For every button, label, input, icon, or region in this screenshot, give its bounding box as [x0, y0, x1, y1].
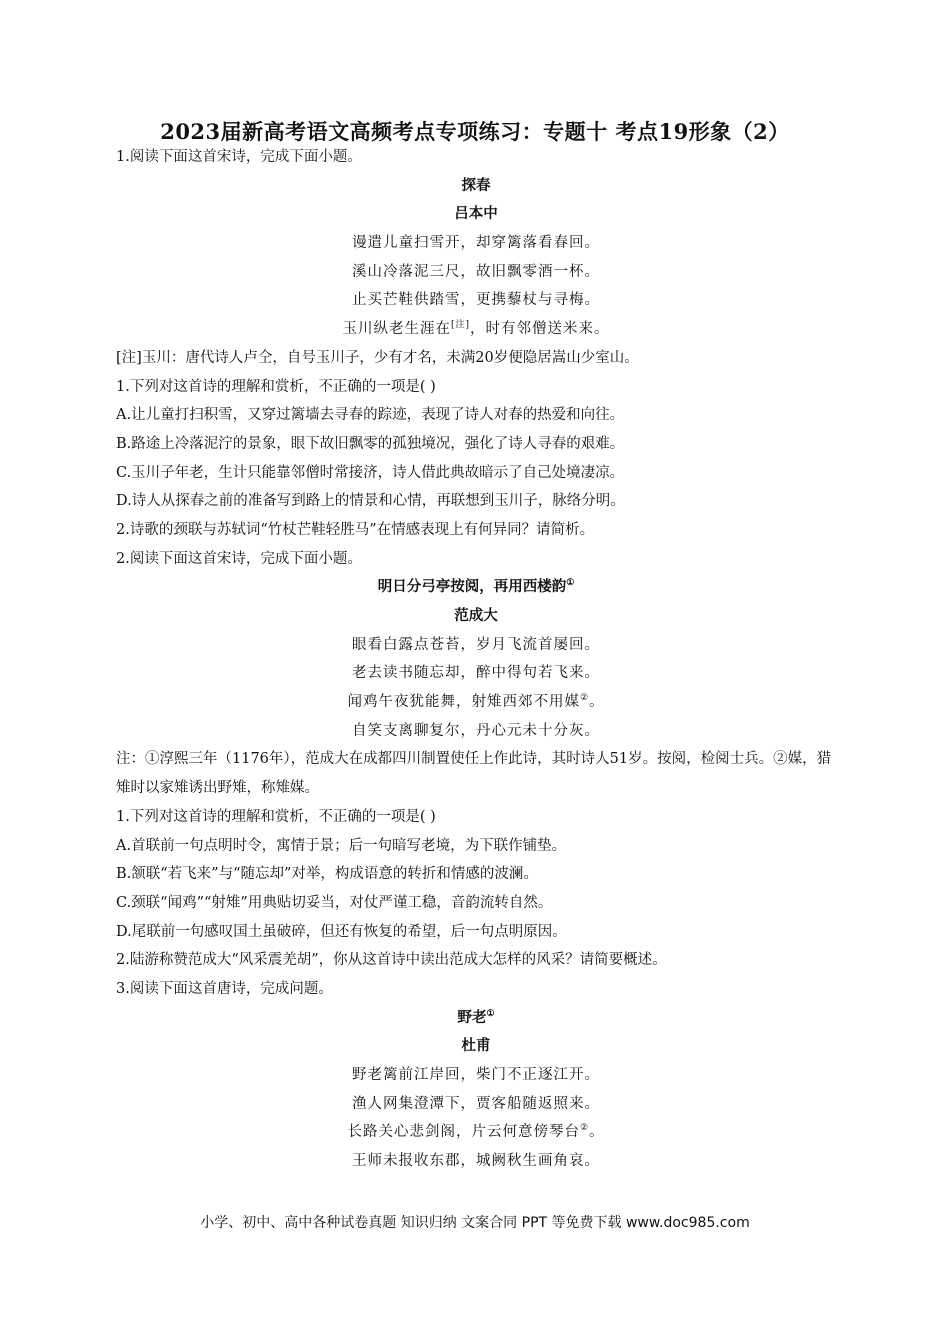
q2-option-d: D.尾联前一句感叹国土虽破碎，但还有恢复的希望，后一句点明原因。 — [116, 923, 567, 940]
q2-title-marker: ① — [566, 578, 575, 589]
page-title: 2023届新高考语文高频考点专项练习：专题十 考点19形象（2） — [160, 119, 790, 144]
q1-option-b: B.路途上冷落泥泞的景象，眼下故旧飘零的孤独境况，强化了诗人寻春的艰难。 — [116, 435, 625, 452]
q1-note-marker: [注] — [450, 320, 471, 331]
q2-sub2: 2.陆游称赞范成大“风采震羌胡”，你从这首诗中读出范成大怎样的风采？请简要概述。 — [116, 952, 667, 969]
q1-poem-line4-b: ，时有邻僧送米来。 — [470, 321, 610, 338]
q1-sub1: 1.下列对这首诗的理解和赏析，不正确的一项是( ) — [116, 378, 436, 395]
q1-poem-line: 谩遣儿童扫雪开，却穿篱落看春回。 — [352, 235, 600, 252]
q3-note-marker: ② — [579, 1123, 590, 1134]
q2-author: 范成大 — [454, 607, 498, 624]
q2-poem-line: 老去读书随忘却，醉中得句若飞来。 — [352, 665, 600, 682]
q1-poem-title: 探春 — [461, 176, 491, 194]
q2-note: 注：①淳熙三年（1176年），范成大在成都四川制置使任上作此诗，其时诗人51岁。按阅，检阅士兵。②媒，猎雉时以家雉诱出野雉，称雉媒。 — [116, 751, 832, 797]
q2-poem-title-text: 明日分弓亭按阅，再用西楼韵 — [377, 578, 567, 596]
q3-poem-line: 渔人网集澄潭下，贾客船随返照来。 — [352, 1095, 600, 1112]
q1-author: 吕本中 — [454, 205, 498, 223]
q2-poem-line: 眼看白露点苍苔，岁月飞流首屡回。 — [352, 636, 600, 653]
q3-poem-title — [116, 1004, 836, 1033]
q2-note-marker: ② — [579, 693, 590, 704]
q3-poem-line: 野老篱前江岸回，柴门不正逐江开。 — [352, 1067, 600, 1084]
q2-option-c: C.颈联“闻鸡”“射雉”用典贴切妥当，对仗严谨工稳，音韵流转自然。 — [116, 894, 553, 911]
q3-poem-title-text: 野老 — [457, 1008, 487, 1026]
q3-poem-line3-a: 长路关心悲剑阁，片云何意傍琴台 — [347, 1124, 580, 1141]
q1-poem-line: 止买芒鞋供踏雪，更携藜杖与寻梅。 — [352, 292, 600, 309]
q2-option-a: A.首联前一句点明时令，寓情于景；后一句暗写老境，为下联作铺垫。 — [116, 837, 567, 854]
q2-poem-line: 自笑支离聊复尔，丹心元未十分灰。 — [352, 722, 600, 739]
q3-poem-line — [116, 1118, 836, 1147]
q1-option-a: A.让儿童打扫积雪，又穿过篱墙去寻春的踪迹，表现了诗人对春的热爱和向往。 — [116, 407, 625, 424]
q3-poem-line3-b: 。 — [589, 1124, 605, 1141]
q2-poem-line3-b: 。 — [589, 694, 605, 711]
q1-intro: 1.阅读下面这首宋诗，完成下面小题。 — [116, 149, 362, 165]
q3-poem-line: 王师未报收东郡，城阙秋生画角哀。 — [352, 1153, 600, 1170]
q1-option-d: D.诗人从探春之前的准备写到路上的情景和心情，再联想到玉川子，脉络分明。 — [116, 493, 625, 510]
q1-option-c: C.玉川子年老，生计只能靠邻僧时常接济，诗人借此典故暗示了自己处境凄凉。 — [116, 464, 625, 481]
q2-option-b: B.颔联“若飞来”与“随忘却”对举，构成语意的转折和情感的波澜。 — [116, 866, 538, 883]
q3-author: 杜甫 — [461, 1037, 491, 1055]
q2-poem-line3-a: 闻鸡午夜犹能舞，射雉西郊不用媒 — [347, 694, 580, 711]
footer-text: 小学、初中、高中各种试卷真题 知识归纳 文案合同 PPT 等免费下载 www.doc985.com — [200, 1215, 750, 1231]
q1-sub2: 2.诗歌的颈联与苏轼词“竹杖芒鞋轻胜马”在情感表现上有何异同？请简析。 — [116, 521, 595, 538]
q2-intro: 2.阅读下面这首宋诗，完成下面小题。 — [116, 550, 362, 567]
q1-poem-line — [116, 315, 836, 344]
q2-poem-title — [116, 573, 836, 602]
q2-sub1: 1.下列对这首诗的理解和赏析，不正确的一项是( ) — [116, 808, 436, 825]
q2-poem-line — [116, 688, 836, 717]
q3-intro: 3.阅读下面这首唐诗，完成问题。 — [116, 980, 333, 997]
q3-title-marker: ① — [486, 1008, 495, 1019]
document-body — [116, 143, 836, 1176]
q1-note: [注]玉川：唐代诗人卢仝，自号玉川子，少有才名，未满20岁便隐居嵩山少室山。 — [116, 349, 639, 366]
q1-poem-line4-a: 玉川纵老生涯在 — [342, 321, 451, 338]
q1-poem-line: 溪山冷落泥三尺，故旧飘零酒一杯。 — [352, 263, 600, 280]
